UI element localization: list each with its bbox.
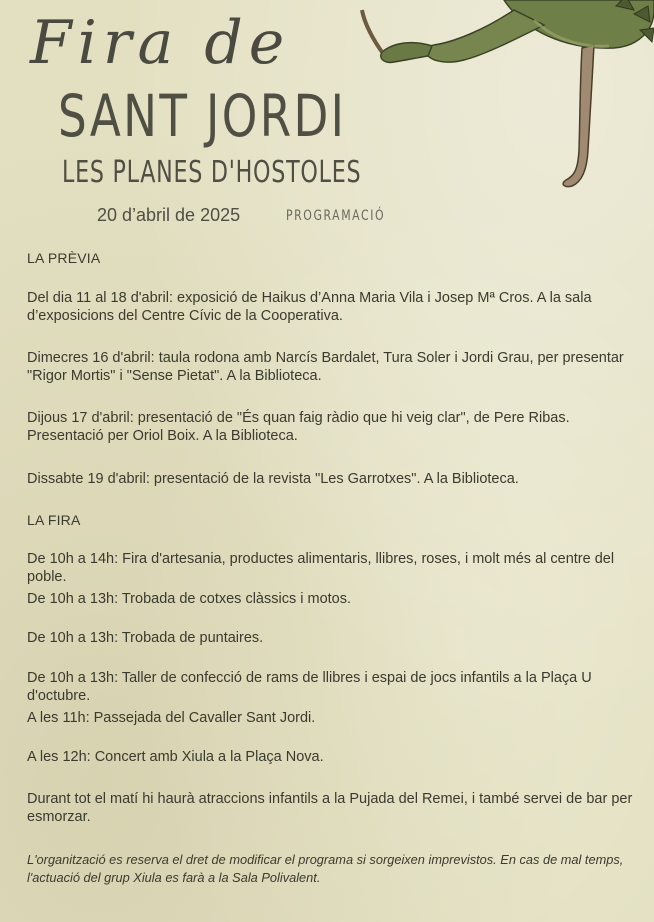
- location-subtitle: LES PLANES D'HOSTOLES: [62, 155, 362, 190]
- list-item: A les 11h: Passejada del Cavaller Sant Jordi.: [27, 710, 316, 726]
- list-item: De 10h a 14h: Fira d'artesania, productes alimentaris, llibres, roses, i molt més al centre del poble.: [27, 551, 615, 585]
- list-item: De 10h a 13h: Taller de confecció de rams de llibres i espai de jocs infantils a la Plaça U d'octubre.: [27, 670, 592, 704]
- script-title: Fira de: [30, 8, 291, 78]
- list-item: De 10h a 13h: Trobada de cotxes clàssics i motos.: [27, 591, 352, 607]
- list-item: Durant tot el matí hi haurà atraccions infantils a la Pujada del Remei, i també servei de bar per esmorzar.: [27, 791, 633, 825]
- poster-header: [0, 0, 654, 240]
- list-item: De 10h a 13h: Trobada de puntaires.: [27, 630, 264, 646]
- page-title: SANT JORDI: [58, 82, 347, 150]
- dragon-illustration: [354, 0, 654, 200]
- section-title-fira: LA FIRA: [27, 512, 81, 528]
- list-item: Dimecres 16 d'abril: taula rodona amb Narcís Bardalet, Tura Soler i Jordi Grau, per presentar "Rigor Mortis" i "Sense Pietat". A la Biblioteca.: [27, 350, 624, 384]
- programme-label: PROGRAMACIÓ: [286, 208, 386, 224]
- list-item: Dijous 17 d'abril: presentació de "És quan faig ràdio que hi veig clar", de Pere Ribas. Presentació per Oriol Boix. A la Biblioteca.: [27, 410, 570, 444]
- event-date: 20 d’abril de 2025: [97, 205, 241, 225]
- section-title-previa: LA PRÈVIA: [27, 250, 101, 266]
- organisation-note: L'organització es reserva el dret de modificar el programa si sorgeixen imprevistos. En cas de mal temps, l'actuació del grup Xiula es farà a la Sala Polivalent.: [27, 852, 624, 885]
- list-item: Del dia 11 al 18 d'abril: exposició de Haikus d’Anna Maria Vila i Josep Mª Cros. A la sala d’exposicions del Centre Cívic de la Cooperativa.: [27, 290, 592, 324]
- list-item: A les 12h: Concert amb Xiula a la Plaça Nova.: [27, 749, 324, 765]
- list-item: Dissabte 19 d'abril: presentació de la revista "Les Garrotxes". A la Biblioteca.: [27, 471, 519, 487]
